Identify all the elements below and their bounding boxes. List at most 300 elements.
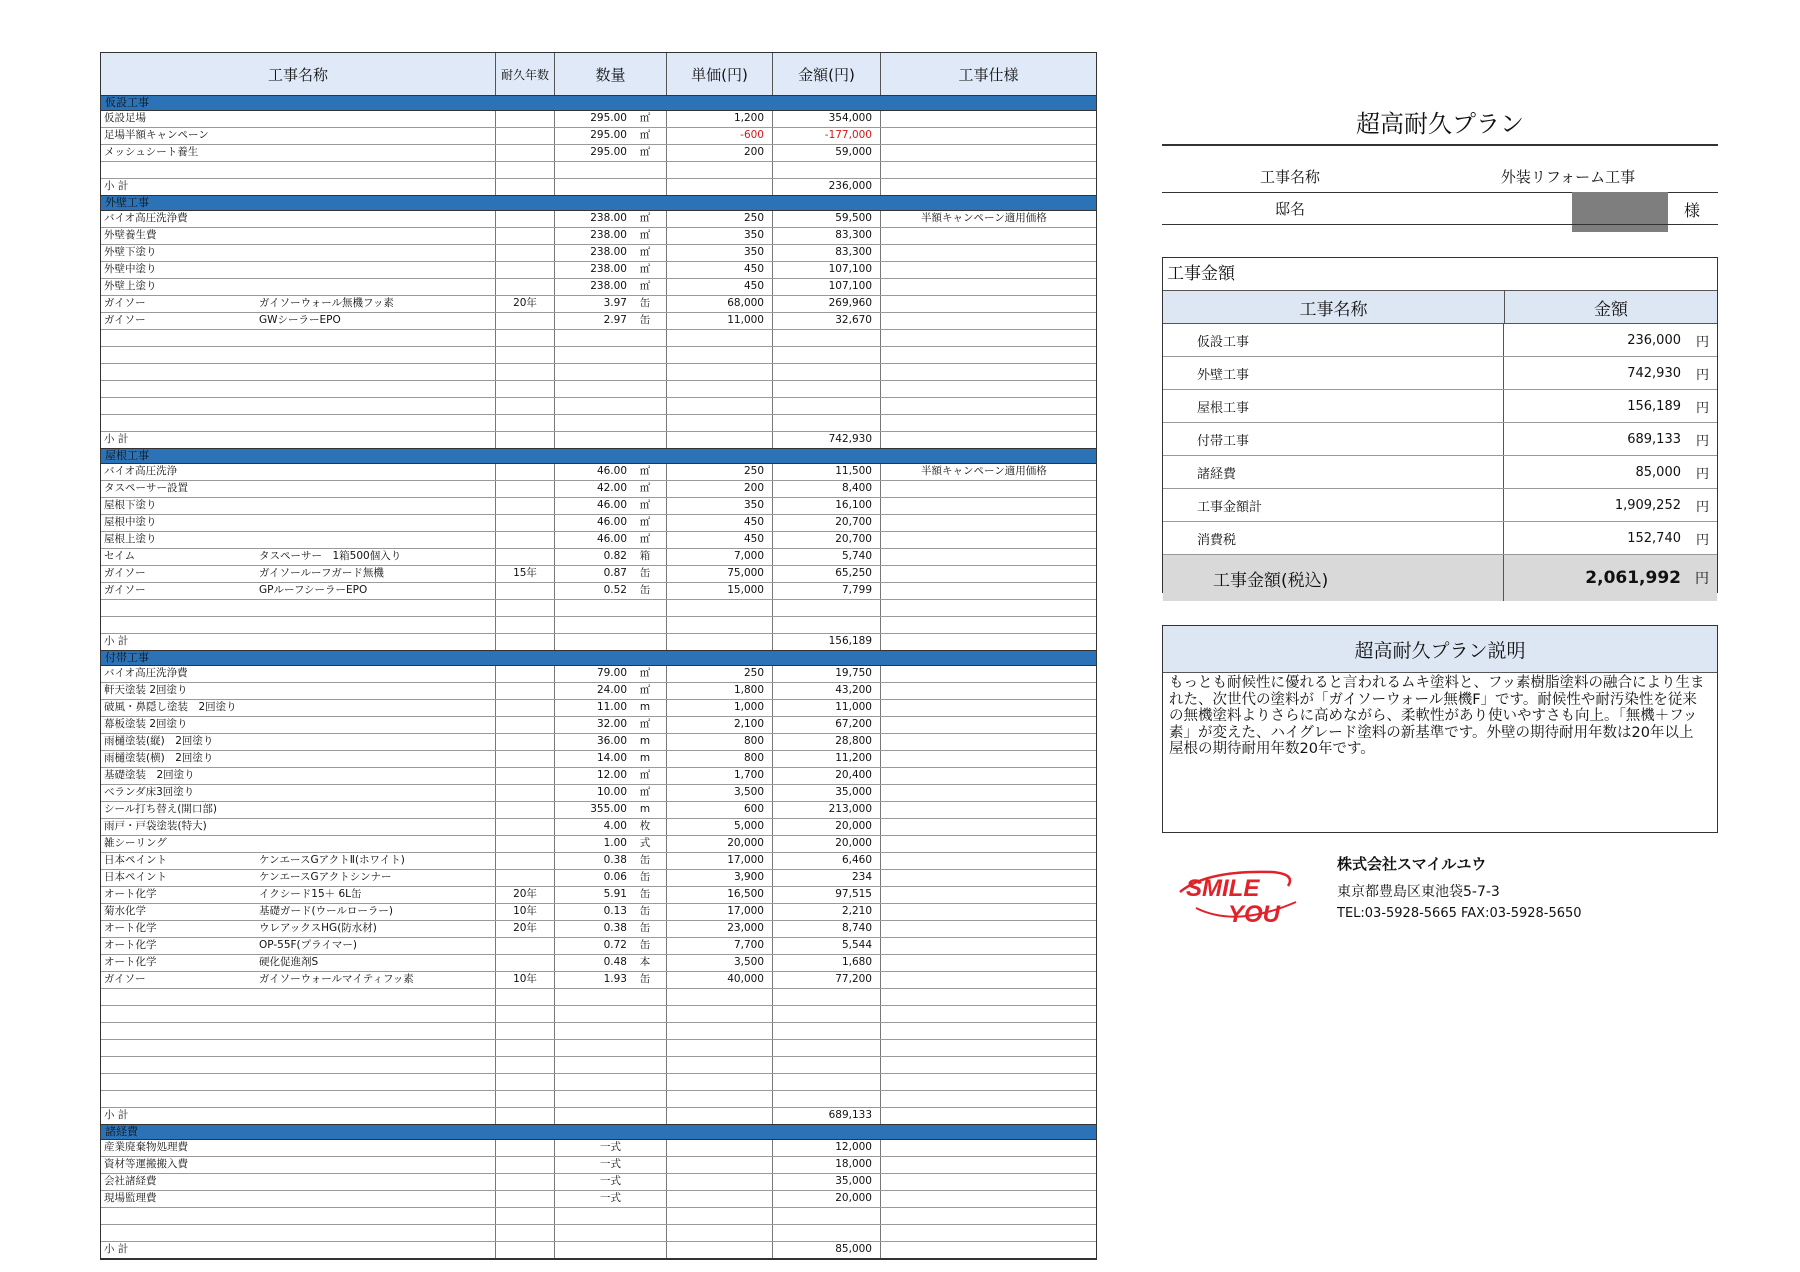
quantity-unit: 缶 — [639, 922, 651, 934]
durability-years — [496, 1140, 555, 1156]
quantity-cell — [555, 228, 667, 244]
durability-years — [496, 1157, 555, 1173]
unit-price: 1,800 — [667, 683, 773, 699]
item-cell — [101, 700, 496, 716]
section-title: 仮設工事 — [105, 96, 149, 109]
quantity-cell — [555, 870, 667, 886]
empty-cell — [101, 1091, 496, 1107]
empty-cell — [667, 989, 773, 1005]
empty-cell — [496, 364, 555, 380]
amount: 67,200 — [773, 717, 881, 733]
company-name: 株式会社スマイルユウ — [1337, 855, 1487, 873]
product-name — [259, 802, 492, 818]
unit-price: 7,000 — [667, 549, 773, 565]
empty-cell — [496, 347, 555, 363]
item-name: メッシュシート養生 — [104, 146, 199, 158]
empty-cell — [881, 381, 1096, 397]
summary-item-name: 屋根工事 — [1163, 390, 1504, 422]
item-cell — [101, 1157, 496, 1173]
durability-years — [496, 211, 555, 227]
quantity: 11.00 — [596, 701, 627, 713]
amount: 354,000 — [773, 111, 881, 127]
spec — [881, 904, 1096, 920]
quantity-unit: ㎡ — [639, 786, 651, 798]
quantity-cell — [555, 549, 667, 565]
unit-price: 600 — [667, 802, 773, 818]
yen-unit: 円 — [1695, 571, 1709, 587]
product-name — [259, 734, 492, 750]
product-name: OP-55F(プライマー) — [259, 939, 357, 951]
table-row — [101, 279, 1096, 296]
item-name: ガイソー — [104, 584, 146, 596]
spec — [881, 921, 1096, 937]
unit-price: 17,000 — [667, 853, 773, 869]
durability-years — [496, 734, 555, 750]
table-row — [101, 938, 1096, 955]
empty-cell — [101, 1023, 496, 1039]
empty-cell — [101, 989, 496, 1005]
quantity: 24.00 — [596, 684, 627, 696]
empty-cell — [667, 1074, 773, 1090]
product-name — [259, 262, 492, 278]
item-name: 外壁養生費 — [104, 229, 157, 241]
empty-cell — [555, 989, 667, 1005]
durability-years — [496, 145, 555, 161]
plan-explanation — [1162, 625, 1718, 833]
quantity-unit: ㎡ — [639, 229, 651, 241]
amount: 20,000 — [773, 819, 881, 835]
durability-years — [496, 262, 555, 278]
empty-cell — [773, 162, 881, 178]
spec — [881, 836, 1096, 852]
quantity: 238.00 — [590, 280, 627, 292]
durability-years — [496, 245, 555, 261]
logo-text-smile: SMILE — [1186, 875, 1260, 902]
table-row — [101, 481, 1096, 498]
unit-price: 350 — [667, 245, 773, 261]
item-name: 産業廃棄物処理費 — [104, 1141, 188, 1153]
spec — [881, 802, 1096, 818]
product-name — [259, 751, 492, 767]
quantity-cell — [555, 683, 667, 699]
amount: 28,800 — [773, 734, 881, 750]
empty-cell — [667, 634, 773, 650]
empty-cell — [667, 432, 773, 448]
quantity: 0.06 — [603, 871, 627, 883]
spec — [881, 887, 1096, 903]
explanation-text: もっとも耐候性に優れると言われるムキ塗料と、フッ素樹脂塗料の融合により生まれた、次世代の塗料が「ガイソーウォール無機F」です。耐候性や耐汚染性を従来の無機塗料よりさらに高めながら、柔軟性があり使いやすさも向上。「無機＋フッ素」が変えた、ハイグレード塗料の新基準です。外壁の期待耐用年数は20年以上 屋根の期待耐用年数20年です。 — [1169, 675, 1708, 757]
quantity-unit: 式 — [639, 837, 651, 849]
durability-years — [496, 498, 555, 514]
product-name — [259, 481, 492, 497]
amount: 5,740 — [773, 549, 881, 565]
spec — [881, 245, 1096, 261]
spec — [881, 1157, 1096, 1173]
empty-cell — [881, 330, 1096, 346]
section-header — [101, 449, 1096, 464]
quantity: 295.00 — [590, 129, 627, 141]
spec — [881, 700, 1096, 716]
durability-years: 20年 — [496, 887, 555, 903]
summary-rows — [1163, 324, 1717, 555]
summary-amount-cell — [1504, 522, 1717, 554]
amount: 83,300 — [773, 228, 881, 244]
quantity-unit: ㎡ — [639, 465, 651, 477]
amount: 83,300 — [773, 245, 881, 261]
empty-cell — [881, 1074, 1096, 1090]
blank-row — [101, 1057, 1096, 1074]
summary-row — [1163, 324, 1717, 357]
empty-cell — [773, 1091, 881, 1107]
durability-years: 10年 — [496, 972, 555, 988]
durability-years — [496, 1191, 555, 1207]
summary-item-name: 消費税 — [1163, 522, 1504, 554]
item-cell — [101, 464, 496, 480]
estimate-table — [100, 52, 1097, 1260]
product-name — [259, 228, 492, 244]
unit-price: 1,000 — [667, 700, 773, 716]
item-cell — [101, 751, 496, 767]
empty-cell — [773, 415, 881, 431]
summary-row — [1163, 390, 1717, 423]
product-name — [259, 245, 492, 261]
item-name: 資材等運搬搬入費 — [104, 1158, 188, 1170]
quantity-unit: ㎡ — [639, 263, 651, 275]
unit-price: 3,500 — [667, 955, 773, 971]
redacted-name — [1572, 192, 1668, 232]
empty-cell — [881, 1108, 1096, 1124]
quantity-unit: m — [639, 735, 651, 747]
table-row — [101, 819, 1096, 836]
unit-price: 17,000 — [667, 904, 773, 920]
quantity-unit: 缶 — [639, 871, 651, 883]
table-row — [101, 734, 1096, 751]
blank-row — [101, 1208, 1096, 1225]
unit-price: 20,000 — [667, 836, 773, 852]
item-cell — [101, 819, 496, 835]
durability-years — [496, 853, 555, 869]
unit-price: 350 — [667, 498, 773, 514]
item-cell — [101, 313, 496, 329]
blank-row — [101, 1040, 1096, 1057]
item-name: 外壁上塗り — [104, 280, 157, 292]
quantity: 0.48 — [603, 956, 627, 968]
table-header — [101, 53, 1096, 96]
product-name: 基礎ガード(ウールローラー) — [259, 905, 393, 917]
unit-price: 11,000 — [667, 313, 773, 329]
item-cell — [101, 717, 496, 733]
unit-price: 250 — [667, 666, 773, 682]
quantity-cell — [555, 836, 667, 852]
quantity-cell — [555, 751, 667, 767]
subtotal-label: 小 計 — [101, 179, 496, 195]
item-name: 屋根下塗り — [104, 499, 157, 511]
quantity-cell — [555, 819, 667, 835]
durability-years — [496, 666, 555, 682]
blank-row — [101, 600, 1096, 617]
empty-cell — [773, 600, 881, 616]
product-name — [259, 128, 492, 144]
empty-cell — [667, 1023, 773, 1039]
durability-years — [496, 1174, 555, 1190]
amount: -177,000 — [773, 128, 881, 144]
product-name — [259, 498, 492, 514]
summary-caption: 工事金額 — [1163, 258, 1717, 291]
item-name: オート化学 — [104, 888, 157, 900]
empty-cell — [667, 381, 773, 397]
quantity-cell — [555, 279, 667, 295]
item-name: バイオ高圧洗浄費 — [104, 212, 188, 224]
quantity-text: 一式 — [600, 1192, 621, 1204]
empty-cell — [555, 162, 667, 178]
spec — [881, 228, 1096, 244]
logo-text-you: YOU — [1228, 901, 1281, 928]
empty-cell — [496, 1091, 555, 1107]
amount: 12,000 — [773, 1140, 881, 1156]
empty-cell — [496, 179, 555, 195]
empty-cell — [555, 1057, 667, 1073]
item-cell — [101, 666, 496, 682]
spec — [881, 262, 1096, 278]
quantity: 5.91 — [603, 888, 627, 900]
subtotal-row — [101, 634, 1096, 651]
quantity-cell — [555, 313, 667, 329]
empty-cell — [496, 1225, 555, 1241]
spec — [881, 549, 1096, 565]
empty-cell — [881, 1242, 1096, 1258]
empty-cell — [667, 347, 773, 363]
durability-years — [496, 819, 555, 835]
empty-cell — [555, 398, 667, 414]
honorific: 様 — [1684, 201, 1701, 220]
item-name: 日本ペイント — [104, 871, 167, 883]
unit-price — [667, 1157, 773, 1173]
quantity-unit: 缶 — [639, 584, 651, 596]
empty-cell — [773, 989, 881, 1005]
unit-price: 200 — [667, 145, 773, 161]
quantity-text: 一式 — [600, 1158, 621, 1170]
empty-cell — [773, 347, 881, 363]
unit-price: 350 — [667, 228, 773, 244]
quantity-cell — [555, 734, 667, 750]
durability-years — [496, 700, 555, 716]
empty-cell — [881, 432, 1096, 448]
subtotal-label: 小 計 — [101, 432, 496, 448]
table-row — [101, 111, 1096, 128]
amount: 20,000 — [773, 1191, 881, 1207]
work-name-row — [1162, 160, 1718, 190]
divider — [1162, 224, 1718, 225]
subtotal-amount: 689,133 — [773, 1108, 881, 1124]
durability-years — [496, 279, 555, 295]
empty-cell — [667, 617, 773, 633]
product-name: ウレアックスHG(防水材) — [259, 922, 377, 934]
product-name — [259, 1191, 492, 1207]
summary-item-name: 外壁工事 — [1163, 357, 1504, 389]
empty-cell — [101, 415, 496, 431]
spec — [881, 785, 1096, 801]
amount: 18,000 — [773, 1157, 881, 1173]
empty-cell — [496, 1074, 555, 1090]
product-name: ケンエースGアクトⅡ(ホワイト) — [259, 854, 405, 866]
empty-cell — [881, 398, 1096, 414]
item-name: 雑シーリング — [104, 837, 167, 849]
amount: 234 — [773, 870, 881, 886]
empty-cell — [881, 1057, 1096, 1073]
item-name: 外壁中塗り — [104, 263, 157, 275]
amount: 8,740 — [773, 921, 881, 937]
table-row — [101, 296, 1096, 313]
company-phone: TEL:03-5928-5665 FAX:03-5928-5650 — [1337, 906, 1582, 921]
amount: 11,000 — [773, 700, 881, 716]
empty-cell — [773, 1023, 881, 1039]
empty-cell — [773, 1208, 881, 1224]
quantity-cell — [555, 802, 667, 818]
yen-unit: 円 — [1695, 334, 1709, 350]
yen-unit: 円 — [1695, 367, 1709, 383]
amount: 1,680 — [773, 955, 881, 971]
product-name: GWシーラーEPO — [259, 314, 341, 326]
unit-price: 68,000 — [667, 296, 773, 312]
empty-cell — [101, 1074, 496, 1090]
quantity-unit: ㎡ — [639, 516, 651, 528]
table-row — [101, 515, 1096, 532]
quantity: 46.00 — [596, 516, 627, 528]
summary-amount: 236,000 — [1627, 332, 1681, 348]
subtotal-amount: 236,000 — [773, 179, 881, 195]
product-name — [259, 515, 492, 531]
empty-cell — [101, 364, 496, 380]
table-row — [101, 1140, 1096, 1157]
quantity-cell — [555, 532, 667, 548]
summary-row — [1163, 456, 1717, 489]
quantity: 3.97 — [603, 297, 627, 309]
quantity-cell — [555, 515, 667, 531]
quantity-unit: ㎡ — [639, 280, 651, 292]
item-name: 屋根中塗り — [104, 516, 157, 528]
quantity-cell — [555, 1174, 667, 1190]
table-row — [101, 700, 1096, 717]
quantity-cell — [555, 583, 667, 599]
amount: 65,250 — [773, 566, 881, 582]
durability-years — [496, 583, 555, 599]
blank-row — [101, 398, 1096, 415]
amount: 213,000 — [773, 802, 881, 818]
quantity-unit: ㎡ — [639, 246, 651, 258]
unit-price — [667, 1140, 773, 1156]
item-cell — [101, 853, 496, 869]
empty-cell — [773, 398, 881, 414]
section-title: 付帯工事 — [105, 651, 149, 664]
amount: 32,670 — [773, 313, 881, 329]
subtotal-label: 小 計 — [101, 1242, 496, 1258]
summary-col-name: 工事名称 — [1163, 291, 1505, 323]
yen-unit: 円 — [1695, 466, 1709, 482]
quantity-cell — [555, 498, 667, 514]
empty-cell — [496, 1242, 555, 1258]
spec — [881, 683, 1096, 699]
quantity-unit: ㎡ — [639, 769, 651, 781]
quantity-unit: m — [639, 701, 651, 713]
product-name: タスペーサー 1箱500個入り — [259, 550, 402, 562]
quantity: 42.00 — [596, 482, 627, 494]
item-cell — [101, 904, 496, 920]
amount: 107,100 — [773, 279, 881, 295]
quantity: 1.00 — [603, 837, 627, 849]
item-name: 外壁下塗り — [104, 246, 157, 258]
empty-cell — [667, 398, 773, 414]
empty-cell — [496, 617, 555, 633]
total-amount: 2,061,992 — [1585, 568, 1681, 588]
empty-cell — [881, 600, 1096, 616]
empty-cell — [555, 1040, 667, 1056]
section-header — [101, 96, 1096, 111]
empty-cell — [101, 398, 496, 414]
quantity-unit: 缶 — [639, 973, 651, 985]
item-cell — [101, 938, 496, 954]
work-name-label: 工事名称 — [1259, 168, 1320, 186]
spec — [881, 498, 1096, 514]
empty-cell — [496, 162, 555, 178]
durability-years — [496, 228, 555, 244]
empty-cell — [101, 1057, 496, 1073]
durability-years — [496, 111, 555, 127]
quantity-cell — [555, 145, 667, 161]
empty-cell — [101, 1006, 496, 1022]
unit-price: 2,100 — [667, 717, 773, 733]
spec — [881, 313, 1096, 329]
empty-cell — [881, 1091, 1096, 1107]
amount: 107,100 — [773, 262, 881, 278]
item-name: 基礎塗装 2回塗り — [104, 769, 195, 781]
quantity: 46.00 — [596, 499, 627, 511]
item-name: 日本ペイント — [104, 854, 167, 866]
quantity-unit: 箱 — [639, 550, 651, 562]
quantity: 12.00 — [596, 769, 627, 781]
unit-price: 7,700 — [667, 938, 773, 954]
quantity-unit: 缶 — [639, 314, 651, 326]
quantity-unit: ㎡ — [639, 718, 651, 730]
quantity-unit: ㎡ — [639, 499, 651, 511]
quantity-cell — [555, 955, 667, 971]
empty-cell — [773, 381, 881, 397]
subtotal-amount: 742,930 — [773, 432, 881, 448]
empty-cell — [881, 617, 1096, 633]
product-name: 硬化促進剤S — [259, 956, 319, 968]
empty-cell — [496, 1108, 555, 1124]
spec — [881, 768, 1096, 784]
summary-col-amount: 金額 — [1594, 299, 1628, 320]
item-name: 幕板塗装 2回塗り — [104, 718, 188, 730]
empty-cell — [555, 1023, 667, 1039]
quantity-cell — [555, 666, 667, 682]
item-name: オート化学 — [104, 956, 157, 968]
quantity-unit: ㎡ — [639, 684, 651, 696]
amount: 43,200 — [773, 683, 881, 699]
quantity: 79.00 — [596, 667, 627, 679]
durability-years — [496, 549, 555, 565]
durability-years — [496, 464, 555, 480]
empty-cell — [881, 1225, 1096, 1241]
item-cell — [101, 972, 496, 988]
explanation-title: 超高耐久プラン説明 — [1163, 626, 1717, 673]
section-title: 外壁工事 — [105, 196, 149, 209]
quantity-unit: 缶 — [639, 888, 651, 900]
unit-price: 3,900 — [667, 870, 773, 886]
table-row — [101, 228, 1096, 245]
empty-cell — [881, 364, 1096, 380]
summary-item-name: 工事金額計 — [1163, 489, 1504, 521]
